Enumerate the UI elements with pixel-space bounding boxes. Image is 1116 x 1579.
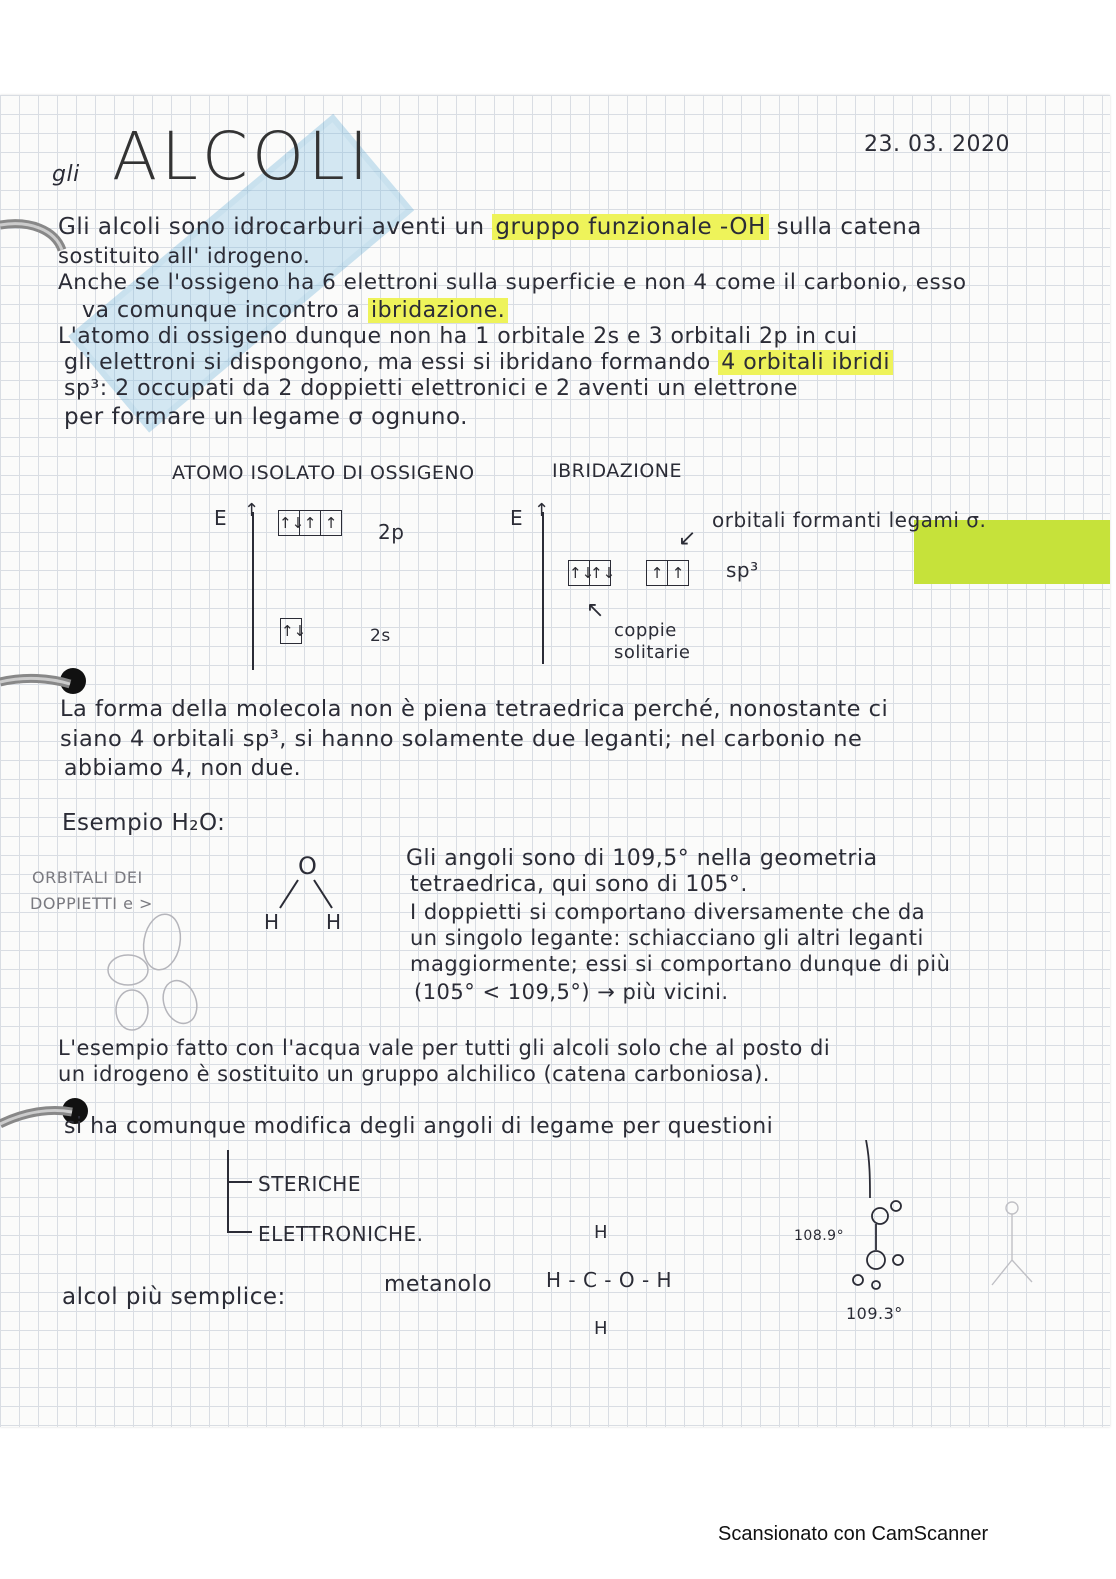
intro-line-3: Anche se l'ossigeno ha 6 elettroni sulla superficie e non 4 come il carbonio, esso: [58, 270, 967, 295]
intro-line-4a: va comunque incontro a: [82, 298, 361, 323]
angles-line-1: si ha comunque modifica degli angoli di legame per questioni: [64, 1114, 774, 1139]
faint-sketch-right: [972, 1190, 1052, 1300]
branch-elettroniche: ELETTRONICHE.: [258, 1222, 424, 1246]
energy-label-right: E: [510, 506, 524, 530]
note-pairs-line-2: solitarie: [614, 642, 691, 663]
label-2s: 2s: [370, 626, 391, 646]
shape-line-1: La forma della molecola non è piena tetraedrica perché, nonostante ci: [60, 696, 889, 722]
orbital-2s-1: ↑↓: [281, 622, 307, 640]
orbital-box-sp3-singles: [646, 560, 689, 586]
methanol-name: metanolo: [384, 1272, 493, 1297]
orbital-sp3-single-1: ↑: [647, 561, 668, 585]
orbital-box-2p: [278, 510, 342, 536]
energy-arrow-right: ↑: [534, 500, 550, 521]
example-text-4: un singolo legante: schiacciano gli altri leganti: [410, 926, 924, 950]
intro-line-7: sp³: 2 occupati da 2 doppietti elettronici e 2 aventi un elettrone: [64, 376, 798, 401]
energy-axis-left: [252, 512, 254, 670]
orbital-2p-3: ↑: [324, 514, 338, 532]
diagram-left-title: ATOMO ISOLATO DI OSSIGENO: [172, 462, 475, 484]
intro-line-5: L'atomo di ossigeno dunque non ha 1 orbitale 2s e 3 orbitali 2p in cui: [58, 324, 858, 349]
angle-label-1: 108.9°: [794, 1228, 845, 1244]
note-pairs-arrow: ↖: [586, 598, 605, 623]
side-note-line-2: DOPPIETTI e >: [30, 894, 153, 913]
scanner-footer: Scansionato con CamScanner: [718, 1523, 989, 1545]
example-text-1: Gli angoli sono di 109,5° nella geometria: [406, 846, 878, 871]
branch-steriche: STERICHE: [258, 1172, 361, 1196]
methanol-h-bottom: H: [594, 1318, 609, 1339]
orbital-sp3-pair-2: ↑↓: [590, 564, 616, 582]
label-2p: 2p: [378, 520, 405, 544]
binder-ring-middle: [0, 668, 80, 698]
highlight-orbitali-ibridi: 4 orbitali ibridi: [718, 350, 893, 375]
shape-line-2: siano 4 orbitali sp³, si hanno solamente due leganti; nel carbonio ne: [60, 726, 863, 752]
highlight-gruppo-funzionale: gruppo funzionale -OH: [492, 214, 768, 240]
orbital-sp3-pair-1: ↑↓: [569, 561, 590, 585]
water-bonds: [270, 878, 340, 912]
shape-line-3: abbiamo 4, non due.: [64, 756, 302, 781]
page-date: 23. 03. 2020: [864, 132, 1010, 157]
note-bond-orbitals: orbitali formanti legami σ.: [712, 508, 987, 532]
example-title: Esempio H₂O:: [62, 810, 226, 836]
example-text-5: maggiormente; essi si comportano dunque di più: [410, 952, 951, 976]
example-text-6: (105° < 109,5°) → più vicini.: [414, 980, 729, 1004]
water-oxygen: O: [298, 852, 318, 880]
intro-line-1b: sulla catena: [776, 214, 922, 240]
note-bond-arrow: ↙: [678, 526, 697, 551]
note-pairs-line-1: coppie: [614, 620, 677, 641]
intro-line-4: [82, 298, 508, 323]
example-text-3: I doppietti si comportano diversamente che da: [410, 900, 926, 924]
water-note-line-2: un idrogeno è sostituito un gruppo alchilico (catena carboniosa).: [58, 1062, 770, 1086]
orbital-box-2s: [280, 618, 307, 644]
water-hydrogen-1: H: [264, 910, 280, 934]
energy-axis-right: [542, 512, 544, 664]
methanol-formula: H - C - O - H: [546, 1268, 673, 1292]
intro-line-6: [64, 350, 893, 375]
title-prefix: gli: [52, 162, 80, 187]
water-note-line-1: L'esempio fatto con l'acqua vale per tutti gli alcoli solo che al posto di: [58, 1036, 831, 1060]
intro-line-6a: gli elettroni si dispongono, ma essi si ibridano formando: [64, 350, 711, 375]
orbital-sp3-single-2: ↑: [671, 564, 685, 582]
intro-line-2: sostituito all' idrogeno.: [58, 244, 311, 268]
intro-line-8: per formare un legame σ ognuno.: [64, 404, 468, 430]
methanol-label: alcol più semplice:: [62, 1284, 286, 1310]
orbital-2p-2: ↑: [300, 511, 321, 535]
water-hydrogen-2: H: [326, 910, 342, 934]
diagram-right-title: IBRIDAZIONE: [552, 460, 683, 482]
orbital-box-sp3-pairs: [568, 560, 616, 586]
methanol-3d-sketch: [836, 1140, 926, 1300]
energy-arrow-left: ↑: [244, 500, 260, 521]
angle-label-2: 109.3°: [846, 1304, 903, 1323]
highlight-ibridazione: ibridazione.: [368, 298, 508, 323]
intro-line-1: [58, 214, 922, 240]
page-title: ALCOLI: [112, 118, 373, 195]
sketch-orbital-lobes: [100, 910, 210, 1035]
side-note-line-1: ORBITALI DEI: [32, 868, 143, 887]
label-sp3: sp³: [726, 558, 759, 582]
example-text-2: tetraedrica, qui sono di 105°.: [410, 872, 748, 897]
intro-line-1a: Gli alcoli sono idrocarburi aventi un: [58, 214, 485, 240]
methanol-h-top: H: [594, 1222, 609, 1243]
branch-lines: [222, 1150, 262, 1240]
orbital-2p-1: ↑↓: [279, 511, 300, 535]
energy-label-left: E: [214, 506, 228, 530]
